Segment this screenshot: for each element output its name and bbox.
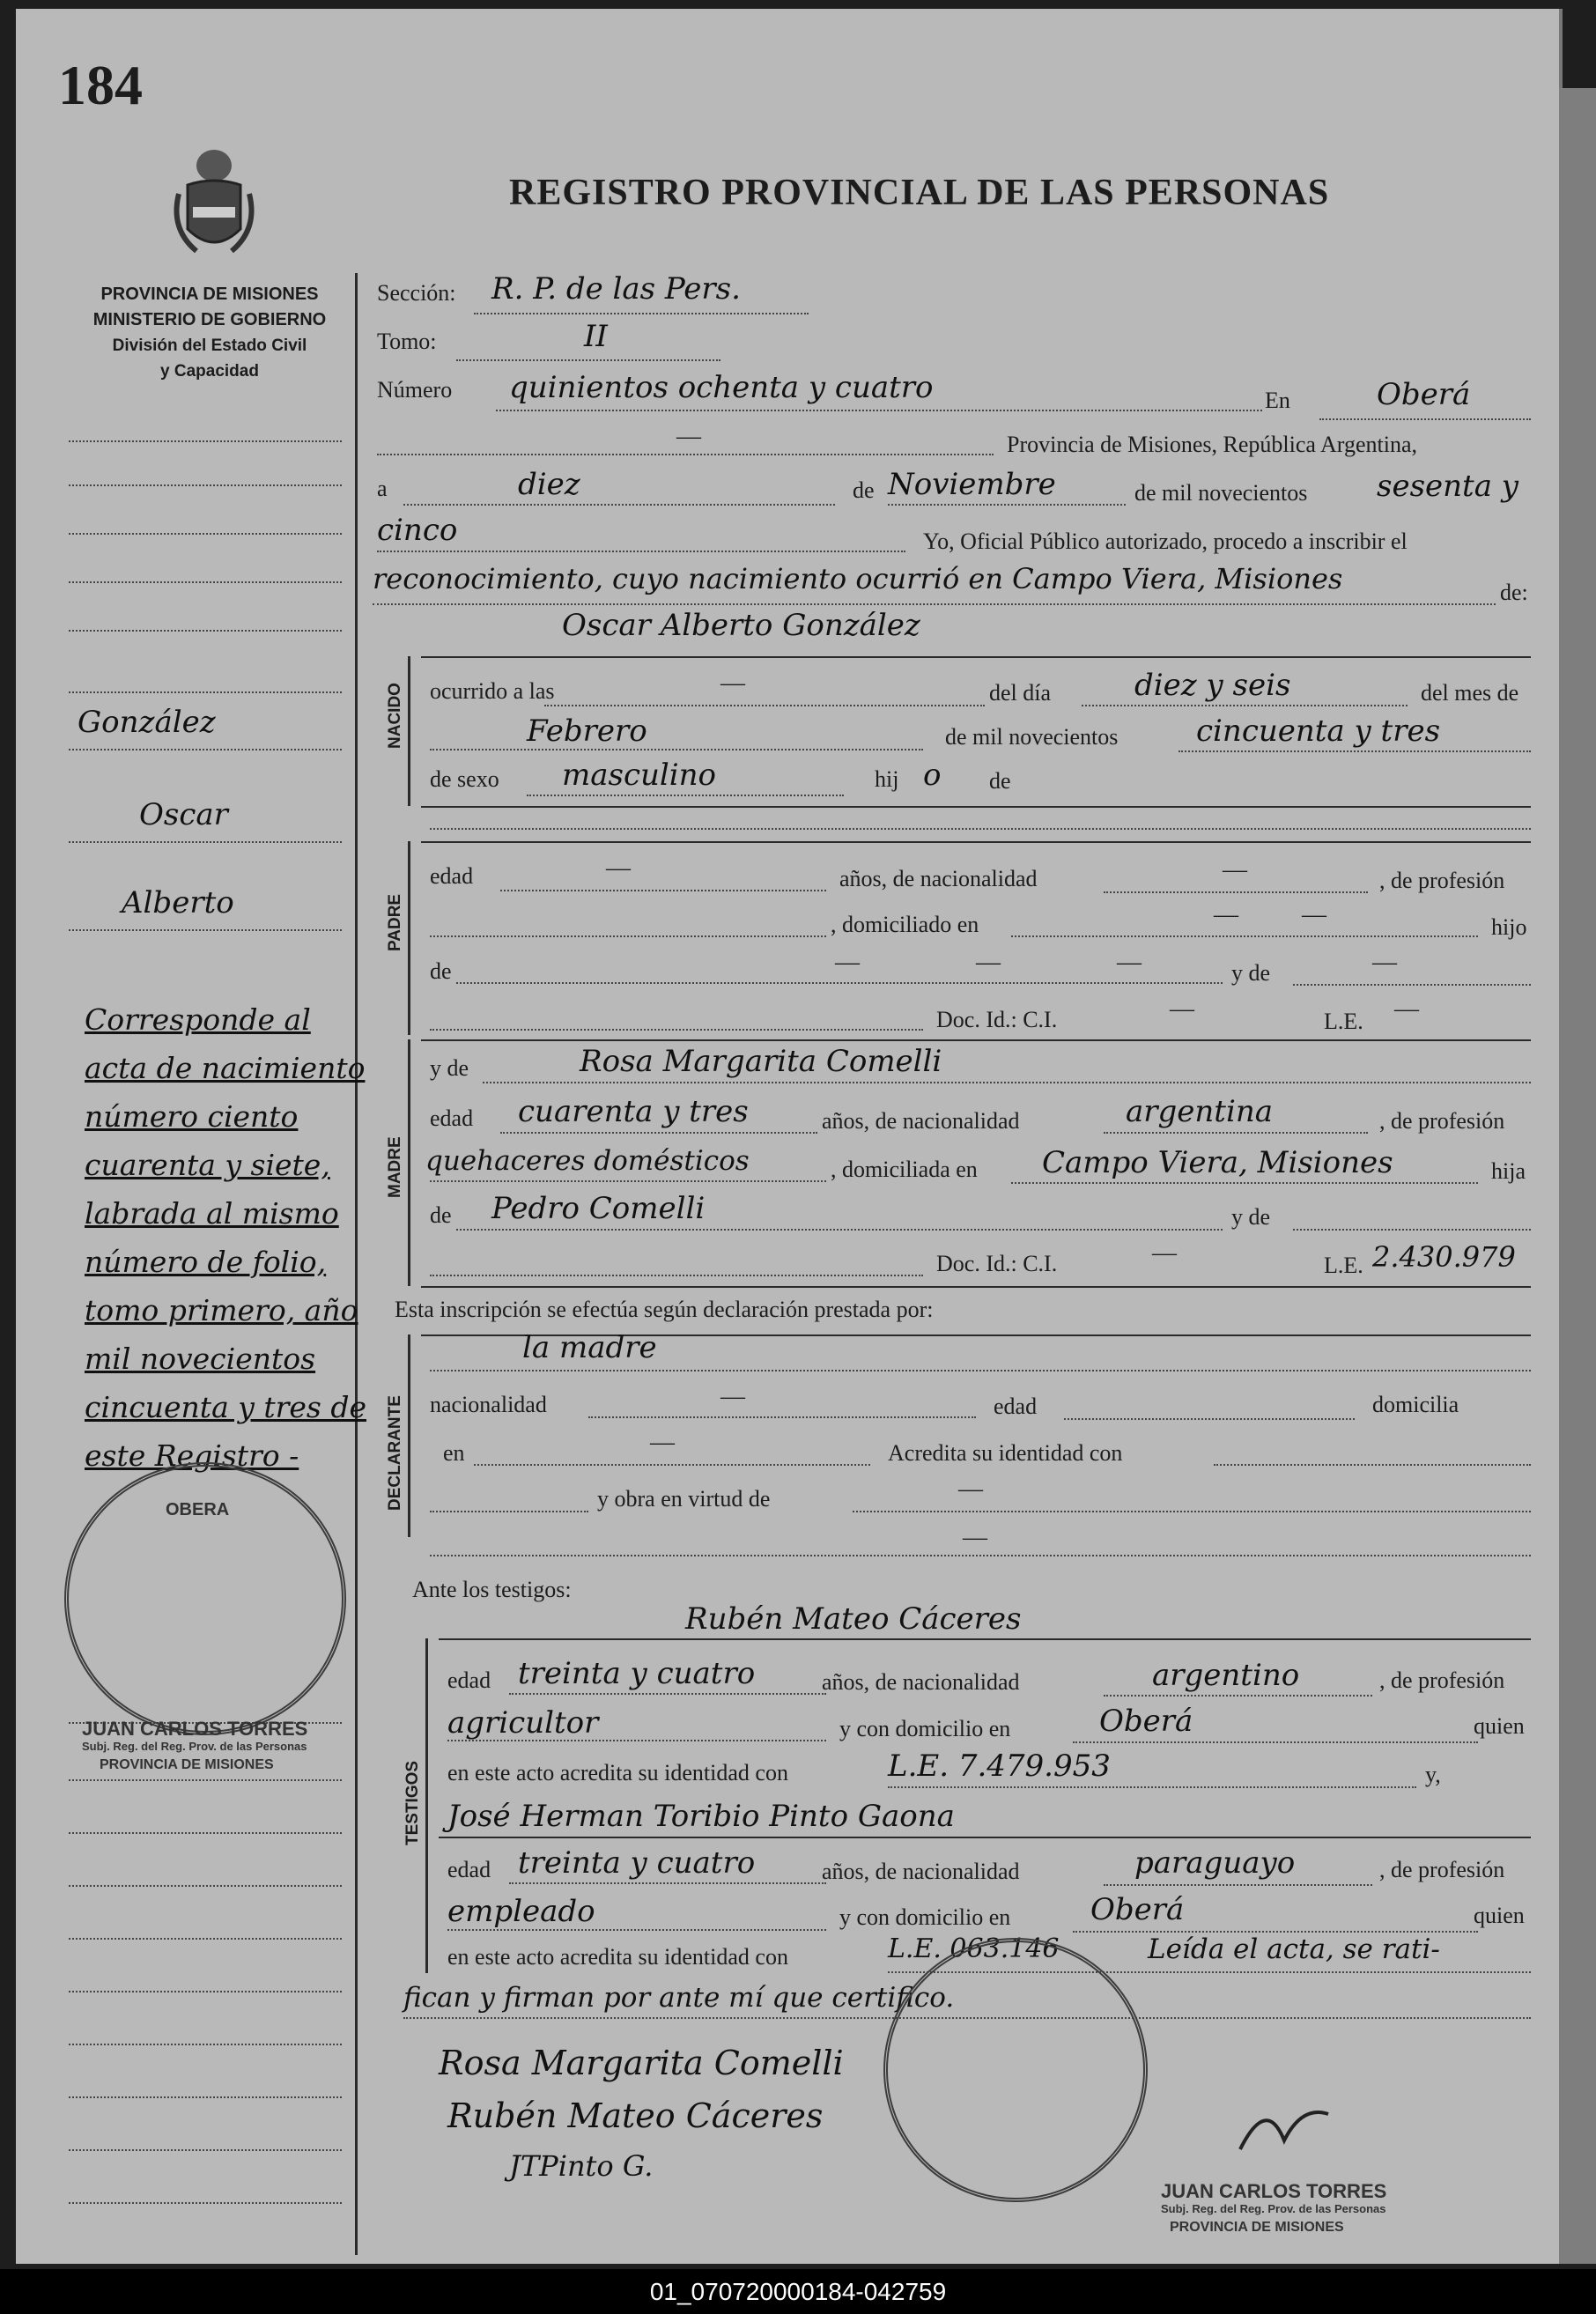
t2-doc-value: L.E. 063.146 bbox=[888, 1933, 1060, 1964]
capacity-label: y Capacidad bbox=[160, 362, 259, 381]
coat-of-arms-icon bbox=[170, 141, 258, 264]
book-edge bbox=[1559, 88, 1596, 2264]
declarante-value: la madre bbox=[522, 1330, 657, 1365]
padre-domiciliado: , domiciliado en bbox=[831, 912, 979, 937]
margin-note: Corresponde al acta de nacimiento número ciento cuarenta y siete, labrada al mismo número de folio, tomo primero, año mil novecientos cincuenta y tres de este Registro - bbox=[85, 1002, 367, 1473]
year-value2: cinco bbox=[377, 513, 458, 548]
page-number: 184 bbox=[58, 54, 143, 116]
signature-madre: Rosa Margarita Comelli bbox=[439, 2044, 844, 2082]
mes-value: Febrero bbox=[527, 713, 647, 749]
ministry-header bbox=[78, 282, 342, 384]
padre-le: L.E. bbox=[1324, 1009, 1363, 1034]
de-label: de bbox=[853, 477, 875, 503]
closing-line1: Leída el acta, se rati- bbox=[1148, 1933, 1440, 1965]
officer-name-right: JUAN CARLOS TORRES bbox=[1161, 2180, 1387, 2202]
declarante-acredita: Acredita su identidad con bbox=[888, 1440, 1123, 1466]
madre-edad-value: cuarenta y tres bbox=[518, 1094, 749, 1129]
nacido-section-label: NACIDO bbox=[386, 683, 404, 749]
nombre-inscripto: Oscar Alberto González bbox=[562, 608, 920, 643]
signature-testigo2: JTPinto G. bbox=[509, 2149, 654, 2183]
sexo-label: de sexo bbox=[430, 766, 499, 792]
madre-edad-label: edad bbox=[430, 1105, 474, 1131]
margin-apellido: González bbox=[78, 705, 216, 740]
officer-title-right: Subj. Reg. del Reg. Prov. de las Personas bbox=[1161, 2202, 1386, 2215]
anio-value: cincuenta y tres bbox=[1196, 713, 1441, 749]
closing-line2: fican y firman por ante mí que certifico. bbox=[403, 1982, 955, 2014]
declarante-obra: y obra en virtud de bbox=[597, 1486, 771, 1512]
sexo-value: masculino bbox=[562, 758, 717, 793]
ministry-label: MINISTERIO DE GOBIERNO bbox=[92, 310, 327, 329]
declarante-edad: edad bbox=[994, 1394, 1038, 1419]
tomo-label: Tomo: bbox=[377, 329, 437, 354]
numero-label: Número bbox=[377, 377, 453, 403]
t1-quien: quien bbox=[1474, 1713, 1525, 1739]
padre-edad-label: edad bbox=[430, 863, 474, 889]
t2-quien: quien bbox=[1474, 1903, 1525, 1928]
registry-seal-left bbox=[64, 1462, 346, 1735]
t2-de-prof: , de profesión bbox=[1379, 1857, 1505, 1882]
ocurrido-label: ocurrido a las bbox=[430, 678, 555, 704]
padre-section-label: PADRE bbox=[386, 893, 404, 951]
testigo1-nombre: Rubén Mateo Cáceres bbox=[685, 1601, 1022, 1637]
t2-domicilio: y con domicilio en bbox=[839, 1904, 1011, 1930]
month-value: Noviembre bbox=[888, 467, 1056, 502]
declarante-section-label: DECLARANTE bbox=[386, 1395, 404, 1511]
numero-value: quinientos ochenta y cuatro bbox=[509, 370, 934, 405]
officer-name-left: JUAN CARLOS TORRES bbox=[82, 1718, 308, 1740]
padre-de: de bbox=[430, 958, 452, 984]
declarante-nacionalidad: nacionalidad bbox=[430, 1392, 547, 1417]
seal-city-left: OBERA bbox=[166, 1500, 230, 1519]
padre-doc-id: Doc. Id.: C.I. bbox=[936, 1007, 1058, 1032]
t1-de-prof: , de profesión bbox=[1379, 1667, 1505, 1693]
padre-de-prof: , de profesión bbox=[1379, 868, 1505, 893]
hij-label: hij bbox=[875, 766, 899, 792]
dia-value: diez y seis bbox=[1134, 668, 1291, 703]
scan-footer: 01_070720000184-042759 bbox=[0, 2269, 1596, 2314]
t1-domicilio: y con domicilio en bbox=[839, 1716, 1011, 1741]
t1-doc-value: L.E. 7.479.953 bbox=[888, 1748, 1111, 1784]
madre-anios-nac: años, de nacionalidad bbox=[822, 1108, 1020, 1134]
t1-nac-value: argentino bbox=[1152, 1658, 1300, 1693]
t2-prof-value: empleado bbox=[447, 1894, 595, 1929]
provincia-text: Provincia de Misiones, República Argentina, bbox=[1007, 432, 1417, 457]
madre-de: de bbox=[430, 1202, 452, 1228]
testigos-intro: Ante los testigos: bbox=[412, 1577, 572, 1602]
t2-acredita: en este acto acredita su identidad con bbox=[447, 1944, 788, 1970]
division-label: División del Estado Civil bbox=[112, 336, 307, 355]
madre-hija: hija bbox=[1491, 1158, 1526, 1184]
declarante-en: en bbox=[443, 1440, 465, 1466]
padre-hijo: hijo bbox=[1491, 914, 1527, 940]
t1-edad-value: treinta y cuatro bbox=[518, 1656, 756, 1691]
registry-seal-right bbox=[883, 1938, 1148, 2202]
del-dia-label: del día bbox=[989, 680, 1052, 706]
officer-prov-left: PROVINCIA DE MISIONES bbox=[100, 1757, 274, 1772]
mil-nov-label: de mil novecientos bbox=[945, 724, 1119, 750]
declarante-intro: Esta inscripción se efectúa según declaración prestada por: bbox=[395, 1297, 934, 1322]
t2-dom-value: Oberá bbox=[1090, 1892, 1185, 1927]
padre-y-de: y de bbox=[1231, 960, 1271, 986]
day-value: diez bbox=[518, 467, 580, 502]
t1-edad-label: edad bbox=[447, 1667, 491, 1693]
madre-prof-value: quehaceres domésticos bbox=[425, 1145, 750, 1177]
margin-nombre2: Alberto bbox=[122, 885, 234, 920]
t1-prof-value: agricultor bbox=[447, 1705, 599, 1741]
en-label: En bbox=[1265, 388, 1290, 413]
t1-anios-nac: años, de nacionalidad bbox=[822, 1669, 1020, 1695]
madre-le-value: 2.430.979 bbox=[1372, 1240, 1516, 1274]
madre-le: L.E. bbox=[1324, 1253, 1363, 1278]
officer-title-left: Subj. Reg. del Reg. Prov. de las Personas bbox=[82, 1740, 307, 1753]
hij-de-label: de bbox=[989, 768, 1011, 794]
a-label: a bbox=[377, 476, 388, 501]
madre-y-de2: y de bbox=[1231, 1204, 1271, 1230]
signature-oficial-icon bbox=[1231, 2079, 1337, 2167]
tomo-value: II bbox=[584, 319, 608, 354]
testigos-section-label: TESTIGOS bbox=[403, 1760, 422, 1845]
madre-domiciliada: , domiciliada en bbox=[831, 1157, 978, 1182]
document-page: 184 REGISTRO PROVINCIAL DE LAS PERSONAS PROVINCIA DE MISIONES MINISTERIO DE GOBIERNO División del Estado Civil y Capacidad González Oscar Alberto Corresponde al acta de nacimiento número ciento cuarenta y siete, labrada al mismo número de folio, tomo primero, año mil novecientos cincuenta y tres de este Registro - Sección: R. P. de las Pers. Tomo: II Número quinientos ochenta y cuatro En Oberá — Provincia de Misiones, República Argentina, a diez de Noviembre de mil novecientos sesenta y cinco Yo, Oficial Público autorizado, procedo a inscribir el reconocimiento, cuyo nacimiento ocurrió en Campo Viera, Misiones de: Oscar Alberto González NACIDO ocurrido a las — del día diez y seis del mes de Febrero de mil novecientos cincuenta y tres de sexo masculino hij o de PADRE edad — años, de nacionalidad — , de profesión , domiciliado en — — hijo de — — — y de — Doc. Id.: C.I. — L.E. — MADRE y de Rosa Margarita Comelli edad cuarenta y tres años, de nacionalidad argentina , de profesión quehaceres domésticos , domiciliada en Campo Viera, Misiones hija de Pedro Comelli y de Doc. Id.: C.I. — L.E. 2.430.979 Esta inscripción se efectúa según declaración prestada por: DECLARANTE la madre nacionalidad — edad domicilia en — Acredita su identidad con y obra en virtud de — — Ante los testigos: Rubén Mateo Cáceres TESTIGOS edad treinta y cuatro años, de nacionalidad argentino , de profesión agricultor y con domicilio en Oberá quien en este acto acredita su identidad con L.E. 7.479.953 y, José Herman Toribio Pinto Gaona edad treinta y cuatro años, de nacionalidad paraguayo , de profesión empleado y con domicilio en Oberá quien en este acto acredita su identidad con L.E. 063.146 Leída el acta, se rati- fican y firman por ante mí que certifico. Rosa Margarita Comelli Rubén Mateo Cáceres JTPinto G. OBERA JUAN CARLOS TORRES Subj. Reg. del Reg. Prov. de las Personas PROVINCIA DE MISIONES JUAN CARLOS TORRES Subj. Reg. del Reg. Prov. de las Personas PROVINCIA DE MISIONES bbox=[16, 9, 1563, 2264]
officer-prov-right: PROVINCIA DE MISIONES bbox=[1170, 2220, 1344, 2235]
madre-section-label: MADRE bbox=[386, 1136, 404, 1198]
de-colon: de: bbox=[1500, 580, 1528, 605]
seccion-value: R. P. de las Pers. bbox=[491, 271, 741, 307]
t1-acredita: en este acto acredita su identidad con bbox=[447, 1760, 788, 1785]
year-value: sesenta y bbox=[1377, 469, 1518, 504]
madre-dom-value: Campo Viera, Misiones bbox=[1042, 1145, 1393, 1180]
madre-de-prof: , de profesión bbox=[1379, 1108, 1505, 1134]
madre-doc-id: Doc. Id.: C.I. bbox=[936, 1251, 1058, 1276]
margin-nombre1: Oscar bbox=[139, 797, 228, 832]
year-text: de mil novecientos bbox=[1134, 480, 1308, 506]
reconocimiento-text: reconocimiento, cuyo nacimiento ocurrió en Campo Viera, Misiones bbox=[373, 562, 1343, 595]
page-title: REGISTRO PROVINCIAL DE LAS PERSONAS bbox=[509, 173, 1330, 213]
t2-anios-nac: años, de nacionalidad bbox=[822, 1859, 1020, 1884]
declarante-domicilia: domicilia bbox=[1372, 1392, 1459, 1417]
seccion-label: Sección: bbox=[377, 280, 456, 306]
t1-dom-value: Oberá bbox=[1099, 1704, 1193, 1739]
padre-anios-nac: años, de nacionalidad bbox=[839, 866, 1038, 891]
hij-value: o bbox=[923, 758, 942, 793]
t2-nac-value: paraguayo bbox=[1134, 1845, 1296, 1881]
del-mes-label: del mes de bbox=[1421, 680, 1519, 706]
province-label: PROVINCIA DE MISIONES bbox=[100, 285, 319, 304]
madre-nac-value: argentina bbox=[1126, 1094, 1274, 1129]
yo-text: Yo, Oficial Público autorizado, procedo a inscribir el bbox=[923, 529, 1408, 554]
signature-testigo1: Rubén Mateo Cáceres bbox=[447, 2096, 824, 2135]
madre-y-de: y de bbox=[430, 1055, 469, 1081]
madre-padre-value: Pedro Comelli bbox=[491, 1191, 706, 1226]
t2-edad-label: edad bbox=[447, 1857, 491, 1882]
t1-y-comma: y, bbox=[1425, 1762, 1441, 1787]
en-value: Oberá bbox=[1377, 377, 1471, 412]
t2-edad-value: treinta y cuatro bbox=[518, 1845, 756, 1881]
madre-nombre: Rosa Margarita Comelli bbox=[580, 1044, 942, 1079]
testigo2-nombre: José Herman Toribio Pinto Gaona bbox=[447, 1799, 955, 1834]
